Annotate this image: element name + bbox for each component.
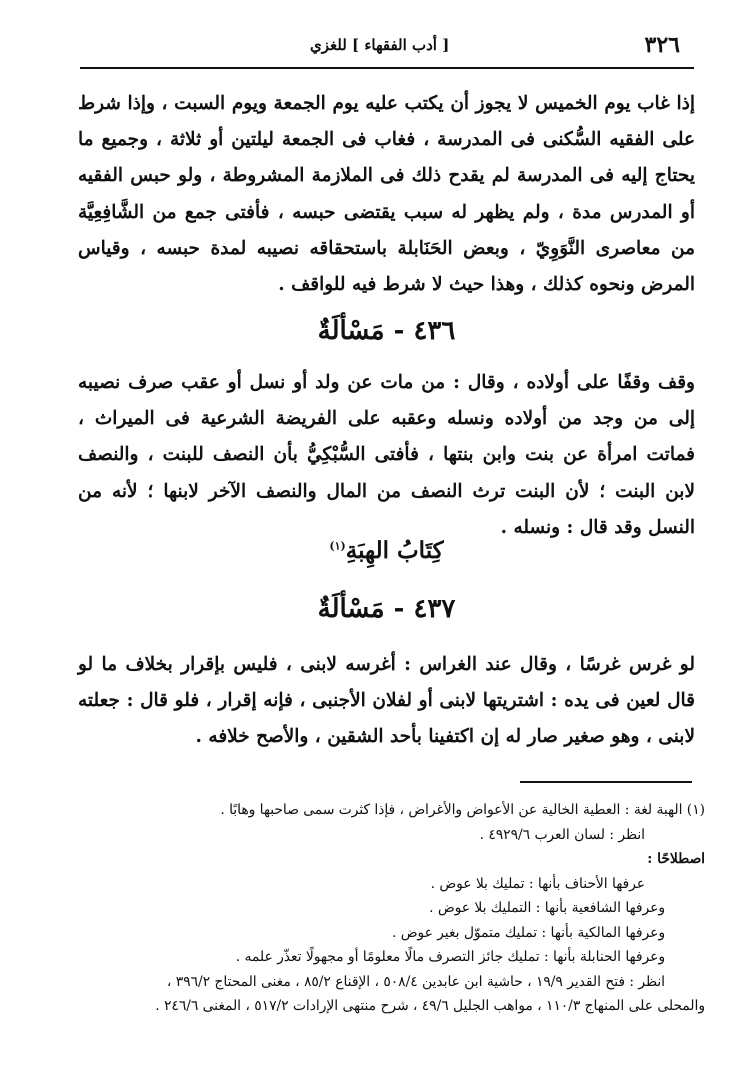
chapter-heading xyxy=(78,537,695,564)
section-heading-436: ٤٣٦ - مَسْألَةٌ xyxy=(317,316,456,346)
footnote-line: وعرفها المالكية بأنها : تمليك متموّل بغير عوض . xyxy=(391,924,665,941)
footnote-line: انظر : لسان العرب ٤٩٢٩/٦ . xyxy=(479,826,645,843)
paragraph-continued: إذا غاب يوم الخميس لا يجوز أن يكتب عليه يوم الجمعة ويوم السبت ، وإذا شرط على الفقيه السُّكنى فى المدرسة ، فغاب فى الجمعة ليلتين أو ثلاثة ، وجميع ما يحتاج إليه فى المدرسة لم يقدح ذلك فى الملازمة المشروطة ، ولو حبس الفقيه أو المدرس مدة ، ولم يظهر له سبب يقتضى حبسه ، فأفتى جمع من الشَّافِعِيَّة من معاصرى النَّوَوِيّ ، وبعض الحَنَابلة باستحقاقه نصيبه لمدة حبسه ، وقياس المرض ونحوه كذلك ، وهذا حيث لا شرط فيه للواقف . xyxy=(78,93,695,296)
footnote-line: والمحلى على المنهاج ١١٠/٣ ، مواهب الجليل ٤٩/٦ ، شرح منتهى الإرادات ٥١٧/٢ ، المغنى ٢٤٦/٦ . xyxy=(155,998,705,1014)
header-rule xyxy=(80,67,694,69)
footnote-marker: (١) xyxy=(329,539,346,553)
page-header xyxy=(80,28,680,62)
paragraph-436: وقف وقفًا على أولاده ، وقال : من مات عن ولد أو نسل أو عقب صرف نصيبه إلى من وجد من أولاده ونسله وعقبه على الفريضة الشرعية فى الميراث ، فماتت امرأة عن بنت وابن بنتها ، فأفتى السُّبْكِيُّ بأن النصف للبنت ، والنصف لابن البنت ؛ لأن البنت ترث النصف من المال والنصف الآخر لابنها ؛ لأنه من النسل وقد قال : ونسله . xyxy=(78,372,695,538)
footnote-line: عرفها الأحناف بأنها : تمليك بلا عوض . xyxy=(430,875,645,892)
footnote-line: وعرفها الحنابلة بأنها : تمليك جائز التصرف مالًا معلومًا أو مجهولًا تعذّر علمه . xyxy=(235,949,665,965)
footnote-line: اصطلاحًا : xyxy=(647,851,705,867)
section-heading-437: ٤٣٧ - مَسْألَةٌ xyxy=(317,594,456,624)
footnotes xyxy=(60,798,705,1019)
paragraph-437: لو غرس غرسًا ، وقال عند الغراس : أغرسه لابنى ، فليس بإقرار بخلاف ما لو قال لعين فى يده : اشتريتها لابنى أو لفلان الأجنبى ، فإنه إقرار ، فلو قال : جعلته لابنى ، وهو صغير صار له إن اكتفينا بأحد الشقين ، والأصح خلافه . xyxy=(78,654,695,748)
running-title: [ أدب الفقهاء ] للغزي xyxy=(310,36,450,54)
page-number: ٣٢٦ xyxy=(644,32,680,58)
footnote-line: وعرفها الشافعية بأنها : التمليك بلا عوض . xyxy=(429,900,665,916)
footnote-line: انظر : فتح القدير ١٩/٩ ، حاشية ابن عابدين ٥٠٨/٤ ، الإقناع ٨٥/٢ ، مغنى المحتاج ٣٩٦/٢ ، xyxy=(166,973,665,990)
footnote-rule xyxy=(520,781,692,783)
footnote-line: (١) الهبة لغة : العطية الخالية عن الأعواض والأغراض ، فإذا كثرت سمى صاحبها وهابًا . xyxy=(220,802,705,818)
chapter-title: كِتَابُ الهِبَةِ xyxy=(345,537,444,564)
